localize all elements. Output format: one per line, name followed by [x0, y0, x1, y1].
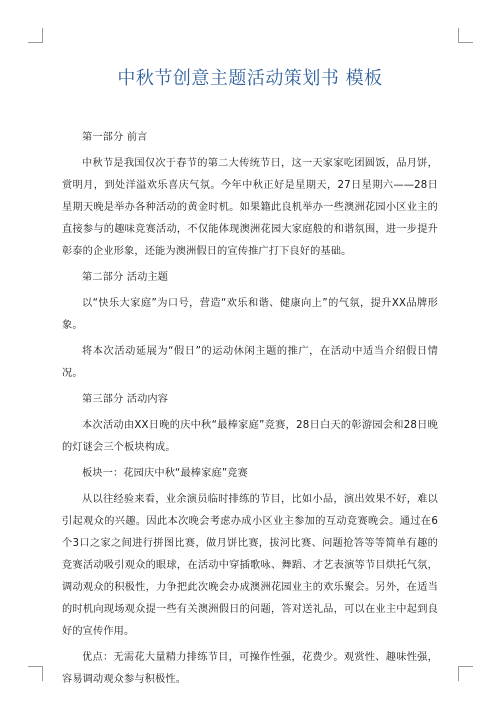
section-heading-theme: 第二部分 活动主题 [82, 272, 169, 283]
paragraph-preface: 中秋节是我国仅次于春节的第二大传统节日，这一天家家吃团圆饭，品月饼，赏明月，到处洋溢欢乐喜庆气氛。今年中秋正好是星期天，27日星期六——28日星期天晚是举办各种活动的黄金时机。如果籍此良机举办一些澳洲花园小区业主的直接参与的趣味竞赛活动，不仅能体现澳洲花园大家庭般的和谐氛围，进一步提升彰泰的企业形象，还能为澳洲假日的宣传推广打下良好的基础。 [62, 158, 438, 257]
section-heading-content: 第三部分 活动内容 [82, 394, 169, 405]
crop-mark-bottom-right [458, 666, 473, 681]
subsection-heading-block-one: 板块一：花园庆中秋“最棒家庭”竞赛 [82, 468, 248, 479]
section-heading-preface: 第一部分 前言 [82, 132, 148, 143]
paragraph-theme-slogan: 以“快乐大家庭”为口号，营造“欢乐和谐、健康向上”的气氛，提升XX品牌形象。 [62, 298, 438, 331]
crop-mark-bottom-left [28, 666, 43, 681]
paragraph-block-one-advantages: 优点：无需花大量精力排练节目，可操作性强，花费少。观赏性、趣味性强，容易调动观众参与积极性。 [62, 652, 438, 685]
document-title: 中秋节创意主题活动策划书 模板 [117, 68, 383, 89]
crop-mark-top-left [28, 28, 43, 43]
crop-mark-top-right [458, 28, 473, 43]
document-body [62, 127, 438, 695]
paragraph-block-one-detail: 从以往经验来看，业余演员临时排练的节目，比如小品，演出效果不好，难以引起观众的兴趣。因此本次晚会考虑办成小区业主参加的互动竞赛晚会。通过在6个3口之家之间进行拼图比赛，做月饼比赛，拔河比赛、问题抢答等等简单有趣的竞赛活动吸引观众的眼球，在活动中穿插歌咏、舞蹈、才艺表演等节目烘托气氛，调动观众的积极性，力争把此次晚会办成澳洲花园业主的欢乐聚会。另外，在适当的时机向现场观众提一些有关澳洲假日的问题，答对送礼品，可以在业主中起到良好的宣传作用。 [62, 494, 438, 637]
paragraph-theme-extension: 将本次活动延展为“假日”的运动休闲主题的推广，在活动中适当介绍假日情况。 [62, 346, 438, 379]
paragraph-content-overview: 本次活动由XX日晚的庆中秋“最棒家庭”竞赛，28日白天的彰游园会和28日晚的灯谜会三个板块构成。 [62, 420, 438, 453]
